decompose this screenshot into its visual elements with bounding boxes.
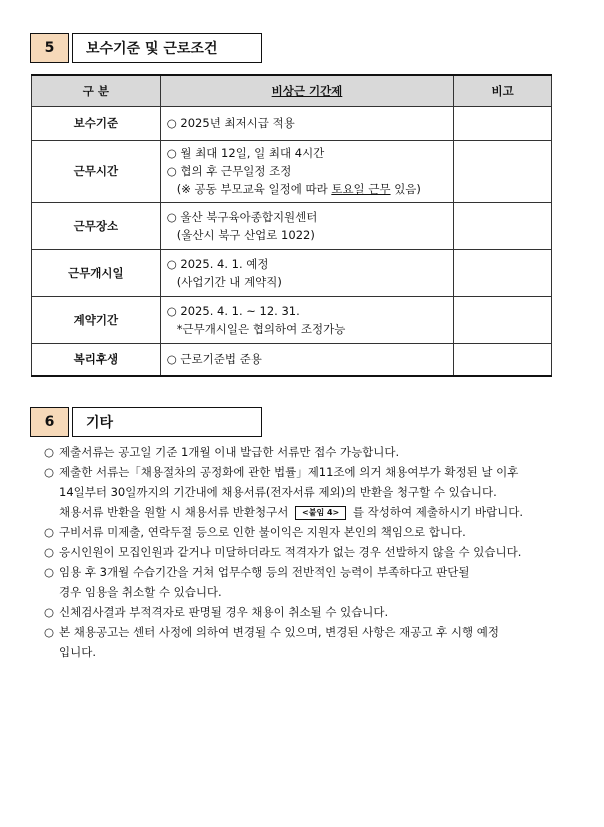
- row-remarks: [454, 140, 552, 202]
- row-remarks: [454, 249, 552, 296]
- table-row: [32, 296, 552, 343]
- row-label: 근무개시일: [32, 249, 161, 296]
- section-number: 5: [30, 33, 69, 63]
- row-value: [160, 140, 453, 202]
- row-remarks: [454, 106, 552, 140]
- value-line: ○ 2025. 4. 1. ~ 12. 31.: [166, 303, 300, 318]
- header-category: 구 분: [32, 75, 161, 106]
- row-label: 복리후생: [32, 343, 161, 376]
- section-title: 기타: [72, 407, 262, 437]
- row-remarks: [454, 343, 552, 376]
- saturday-work-note: 토요일 근무: [331, 182, 391, 196]
- note-text: 제출한 서류는「채용절차의 공정화에 관한 법률」제11조에 의거 채용여부가 확정된 날 이후: [59, 465, 519, 479]
- note-prefix: (※ 공동 부모교육 일정에 따라: [176, 182, 332, 196]
- value-line: ○ 월 최대 12일, 일 최대 4시간: [166, 146, 325, 160]
- note-text: 를 작성하여 제출하시기 바랍니다.: [352, 505, 524, 519]
- value-line: ○ 협의 후 근무일정 조정: [166, 164, 292, 178]
- value-line: ○ 2025. 4. 1. 예정: [166, 256, 269, 271]
- row-value: [160, 343, 453, 376]
- bullet: ○: [44, 545, 55, 559]
- row-value: [160, 106, 453, 140]
- bullet: ○: [44, 625, 55, 639]
- list-item: [44, 522, 554, 542]
- note-text: 임용 후 3개월 수습기간을 거쳐 업무수행 등의 전반적인 능력이 부족하다고 판단될: [59, 565, 470, 579]
- header-remarks: 비고: [454, 75, 552, 106]
- note-continuation: 입니다.: [59, 645, 96, 659]
- row-label: 보수기준: [32, 106, 161, 140]
- table-row: [32, 140, 552, 202]
- table-row: [32, 202, 552, 249]
- row-value: [160, 249, 453, 296]
- note-text: 제출서류는 공고일 기준 1개월 이내 발급한 서류만 접수 가능합니다.: [59, 445, 400, 459]
- note-text: 본 채용공고는 센터 사정에 의하여 변경될 수 있으며, 변경된 사항은 재공고 후 시행 예정: [59, 625, 499, 639]
- list-item: [44, 542, 554, 562]
- section-title: 보수기준 및 근로조건: [72, 33, 262, 63]
- value-line: (사업기간 내 계약직): [176, 274, 282, 289]
- table-row: [32, 249, 552, 296]
- conditions-table: [31, 74, 552, 377]
- row-label: 근무장소: [32, 202, 161, 249]
- bullet: ○: [44, 445, 55, 459]
- value-line: ○ 근로기준법 준용: [166, 352, 262, 367]
- value-line: [167, 180, 453, 198]
- note-text: 신체검사결과 부적격자로 판명될 경우 채용이 취소될 수 있습니다.: [59, 605, 389, 619]
- note-continuation: 14일부터 30일까지의 기간내에 채용서류(전자서류 제외)의 반환을 청구할 수 있습니다.: [59, 485, 497, 499]
- note-text: 응시인원이 모집인원과 같거나 미달하더라도 적격자가 없는 경우 선발하지 않을 수 있습니다.: [59, 545, 522, 559]
- row-value: [160, 296, 453, 343]
- value-line: ○ 2025년 최저시급 적용: [166, 116, 295, 130]
- attachment-tag: <붙임 4>: [295, 506, 346, 520]
- header-type-text: 비상근 기간제: [271, 83, 343, 98]
- value-line: *근무개시일은 협의하여 조정가능: [176, 321, 346, 336]
- row-label: 계약기간: [32, 296, 161, 343]
- row-value: [160, 202, 453, 249]
- list-item: [44, 442, 554, 462]
- row-remarks: [454, 202, 552, 249]
- value-line: ○ 울산 북구육아종합지원센터: [166, 209, 318, 224]
- section-5-header: [30, 33, 262, 63]
- bullet: ○: [44, 525, 55, 539]
- row-label: 근무시간: [32, 140, 161, 202]
- note-continuation: 경우 임용을 취소할 수 있습니다.: [59, 585, 222, 599]
- list-item: [44, 562, 554, 582]
- list-item: [44, 622, 554, 642]
- section-number: 6: [30, 407, 69, 437]
- bullet: ○: [44, 465, 55, 479]
- note-text: 채용서류 반환을 원할 시 채용서류 반환청구서: [59, 505, 289, 519]
- table-row: [32, 343, 552, 376]
- table-row: [32, 106, 552, 140]
- row-remarks: [454, 296, 552, 343]
- table-header-row: [32, 75, 552, 106]
- note-continuation: [44, 502, 554, 522]
- notes-list: [44, 442, 554, 662]
- bullet: ○: [44, 605, 55, 619]
- list-item: [44, 462, 554, 482]
- note-suffix: 있음): [390, 182, 421, 196]
- bullet: ○: [44, 565, 55, 579]
- header-type: [160, 75, 453, 106]
- list-item: [44, 602, 554, 622]
- section-6-header: [30, 407, 262, 437]
- note-text: 구비서류 미제출, 연락두절 등으로 인한 불이익은 지원자 본인의 책임으로 합니다.: [59, 525, 466, 539]
- value-line: (울산시 북구 산업로 1022): [176, 227, 315, 242]
